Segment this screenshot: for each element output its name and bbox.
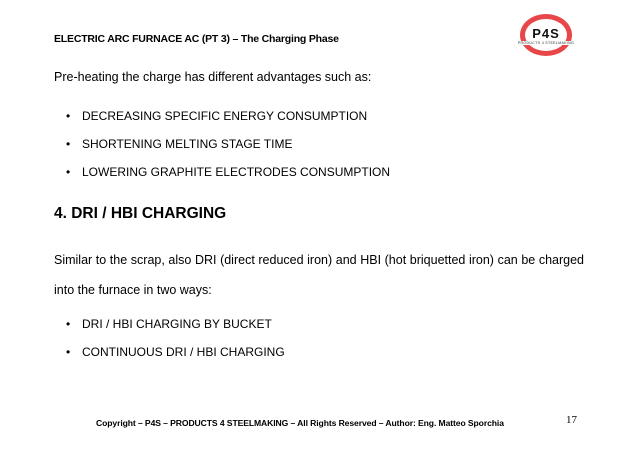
logo-subtitle: PRODUCTS 4 STEELMAKING (517, 41, 575, 45)
bullet-icon: • (66, 317, 71, 331)
list-item (66, 165, 390, 193)
page-header-title: ELECTRIC ARC FURNACE AC (PT 3) – The Charging Phase (54, 33, 339, 45)
footer-copyright: Copyright – P4S – PRODUCTS 4 STEELMAKING – All Rights Reserved – Author: Eng. Matteo Sporchia (96, 418, 504, 428)
list-item-text: CONTINUOUS DRI / HBI CHARGING (82, 345, 285, 359)
bullet-icon: • (66, 165, 71, 179)
p4s-logo (508, 14, 584, 56)
bullet-icon: • (66, 137, 71, 151)
list-item-text: DECREASING SPECIFIC ENERGY CONSUMPTION (82, 109, 368, 123)
list-item (66, 345, 285, 373)
bullet-icon: • (66, 109, 71, 123)
list-item (66, 317, 285, 345)
list-item-text: LOWERING GRAPHITE ELECTRODES CONSUMPTION (82, 165, 391, 179)
advantages-list (66, 109, 390, 193)
section-paragraph: Similar to the scrap, also DRI (direct reduced iron) and HBI (hot briquetted iron) can be charged into the furnace in two ways: (54, 253, 584, 297)
list-item-text: SHORTENING MELTING STAGE TIME (82, 137, 293, 151)
charging-methods-list (66, 317, 285, 373)
logo-text: P4S (529, 26, 563, 41)
intro-text: Pre-heating the charge has different advantages such as: (54, 70, 372, 84)
list-item (66, 137, 390, 165)
list-item-text: DRI / HBI CHARGING BY BUCKET (82, 317, 272, 331)
section-heading: 4. DRI / HBI CHARGING (54, 205, 227, 222)
list-item (66, 109, 390, 137)
bullet-icon: • (66, 345, 71, 359)
page-number: 17 (566, 414, 577, 426)
